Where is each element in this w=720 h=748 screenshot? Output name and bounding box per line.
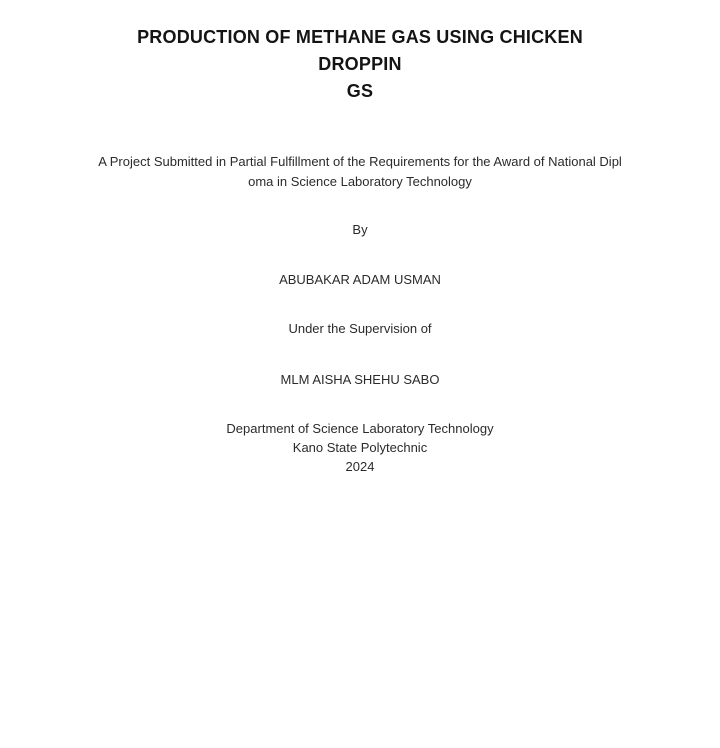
- supervision-label: Under the Supervision of: [288, 321, 432, 336]
- year: 2024: [345, 459, 375, 474]
- department-name: Department of Science Laboratory Technology: [226, 421, 494, 436]
- document-title-line-2: GS: [346, 81, 374, 101]
- institution-block: [96, 419, 624, 476]
- supervisor-name: MLM AISHA SHEHU SABO: [280, 372, 440, 387]
- document-subtitle: [96, 152, 624, 192]
- document-subtitle-line-1: A Project Submitted in Partial Fulfillment of the Requirements for the Award of National Dipl: [98, 154, 622, 169]
- document-title-line-1: PRODUCTION OF METHANE GAS USING CHICKEN DROPPIN: [137, 27, 583, 74]
- document-title: [96, 24, 624, 105]
- document-subtitle-line-2: oma in Science Laboratory Technology: [248, 174, 472, 189]
- author-name: ABUBAKAR ADAM USMAN: [279, 272, 441, 287]
- byline-label: By: [352, 222, 368, 237]
- institution-name: Kano State Polytechnic: [292, 440, 428, 455]
